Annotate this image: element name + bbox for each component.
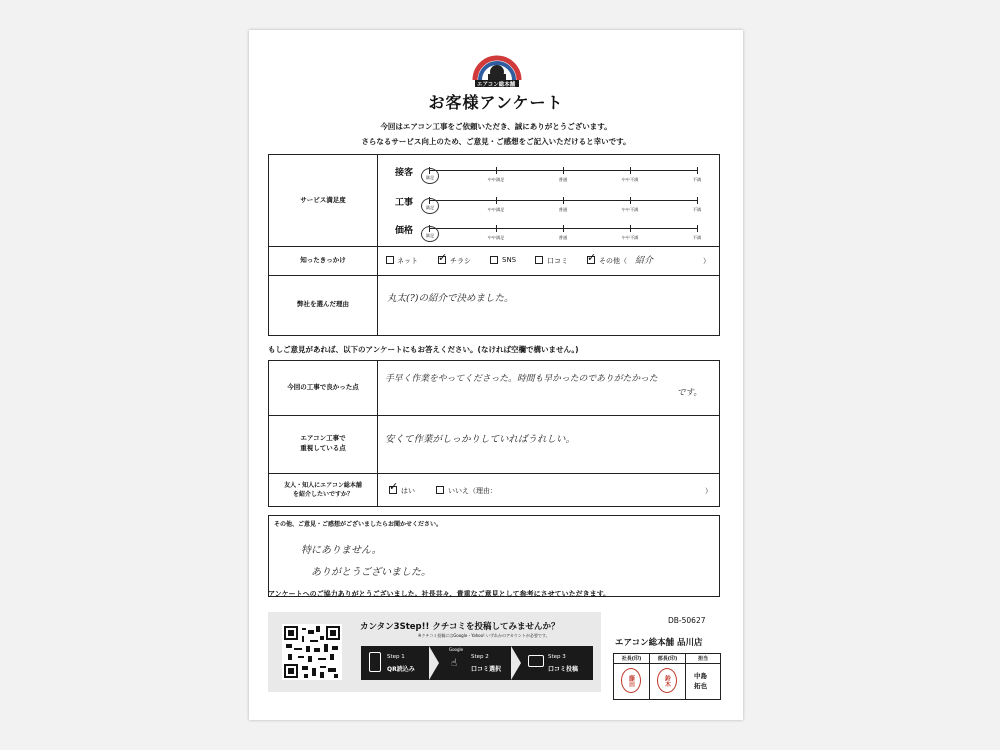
document-code: DB-50627: [668, 616, 706, 625]
chat-icon: [528, 655, 544, 667]
review-banner: [268, 612, 601, 692]
good-points-answer: 手早く作業をやってくださった。時間も早かったのでありがたかった: [385, 374, 658, 384]
priorities-label: エアコン工事で 重視している点: [300, 434, 346, 452]
survey-sheet: [249, 30, 743, 720]
arrow-right-icon: [429, 646, 439, 680]
recommend-options: ✓ はい いいえ（理由： ）: [389, 480, 712, 495]
satisfaction-row-construction: 工事 満足 やや満足 普通 やや不満 不満: [377, 185, 719, 215]
banner-title: カンタン3Step!! クチコミを投稿してみませんか？: [360, 622, 560, 632]
satisfaction-row-price: 価格 満足 やや満足 普通 やや不満 不満: [377, 215, 719, 245]
step-3: Step 3 口コミ投稿: [524, 646, 593, 680]
recommend-label: 友人・知人にエアコン総本舗 を紹介したいですか？: [284, 481, 362, 498]
other-comments-label: その他、ご意見・ご感想がございましたらお聞かせください。: [274, 521, 443, 528]
approval-stamps: 社長(印) 部長(印) 担当 藤田 鈴木 中島 拓也: [613, 653, 721, 700]
other-comments-box: [268, 515, 720, 597]
intro-line-2: さらなるサービス向上のため、ご意見・ご感想をご記入いただけると幸いです。: [361, 137, 631, 146]
qr-code[interactable]: [282, 624, 342, 680]
step-2: Google ☝ Step 2 口コミ選択: [449, 647, 502, 673]
intro-line-1: 今回はエアコン工事をご依頼いただき、誠にありがとうございます。: [380, 122, 612, 131]
seal-manager: 鈴木: [657, 668, 677, 693]
checkbox-net[interactable]: [386, 256, 394, 264]
staff-name-line-2: 拓也: [694, 682, 707, 690]
check-mark-icon: ✓: [587, 251, 597, 264]
source-label: 知ったきっかけ: [300, 255, 346, 264]
page-title: お客様アンケート: [428, 93, 564, 112]
checkbox-sns[interactable]: [490, 256, 498, 264]
survey-table-optional: [268, 360, 720, 507]
hand-icon: ☝: [451, 658, 458, 669]
other-comments-line-2: ありがとうございました。: [311, 567, 431, 578]
other-comments-line-1: 特にありません。: [301, 545, 382, 556]
good-points-answer-2: です。: [677, 388, 702, 398]
satisfaction-label: サービス満足度: [300, 195, 346, 204]
satisfaction-row-reception: 接客 満足 やや満足 普通 やや不満 不満: [377, 155, 719, 185]
check-mark-icon: ✓: [438, 251, 448, 264]
reason-answer: 丸太(?)の紹介で決めました。: [387, 293, 514, 304]
thanks-text: アンケートへのご協力ありがとうございました。社長共々、貴重なご意見として参考にさせていただきます。: [268, 590, 611, 598]
logo-text: エアコン総本舗: [477, 82, 516, 88]
company-logo: [471, 54, 523, 88]
satisfaction-row-label: 工事: [395, 198, 414, 208]
banner-note: ※クチコミ投稿にはGoogle・Yahoo! いずれかのアカウントが必要です。: [418, 633, 550, 638]
satisfaction-row-label: 接客: [395, 168, 414, 178]
good-points-label: 今回の工事で良かった点: [287, 383, 359, 392]
step-1: Step 1 QR読込み: [361, 646, 431, 680]
branch-name: エアコン総本舗 品川店: [615, 638, 703, 648]
check-mark-icon: ✓: [389, 480, 399, 493]
staff-name-line-1: 中島: [694, 672, 707, 680]
arrow-right-icon: [511, 646, 521, 680]
phone-icon: [369, 652, 381, 672]
banner-steps: [361, 646, 593, 680]
reason-label: 弊社を選んだ理由: [297, 300, 349, 309]
satisfaction-row-label: 価格: [395, 226, 414, 236]
source-options: ネット ✓ チラシ SNS 口コミ ✓ その他（ 紹介 ）: [377, 246, 719, 275]
optional-section-header: もしご意見があれば、以下のアンケートにもお答えください。(なければ空欄で構いません。): [268, 345, 579, 354]
survey-table-main: [268, 154, 720, 336]
priorities-answer: 安くて作業がしっかりしていればうれしい。: [385, 434, 576, 445]
checkbox-word-of-mouth[interactable]: [535, 256, 543, 264]
other-source-text: 紹介: [635, 256, 654, 266]
seal-president: 藤田: [621, 668, 641, 693]
checkbox-no[interactable]: [436, 486, 444, 494]
